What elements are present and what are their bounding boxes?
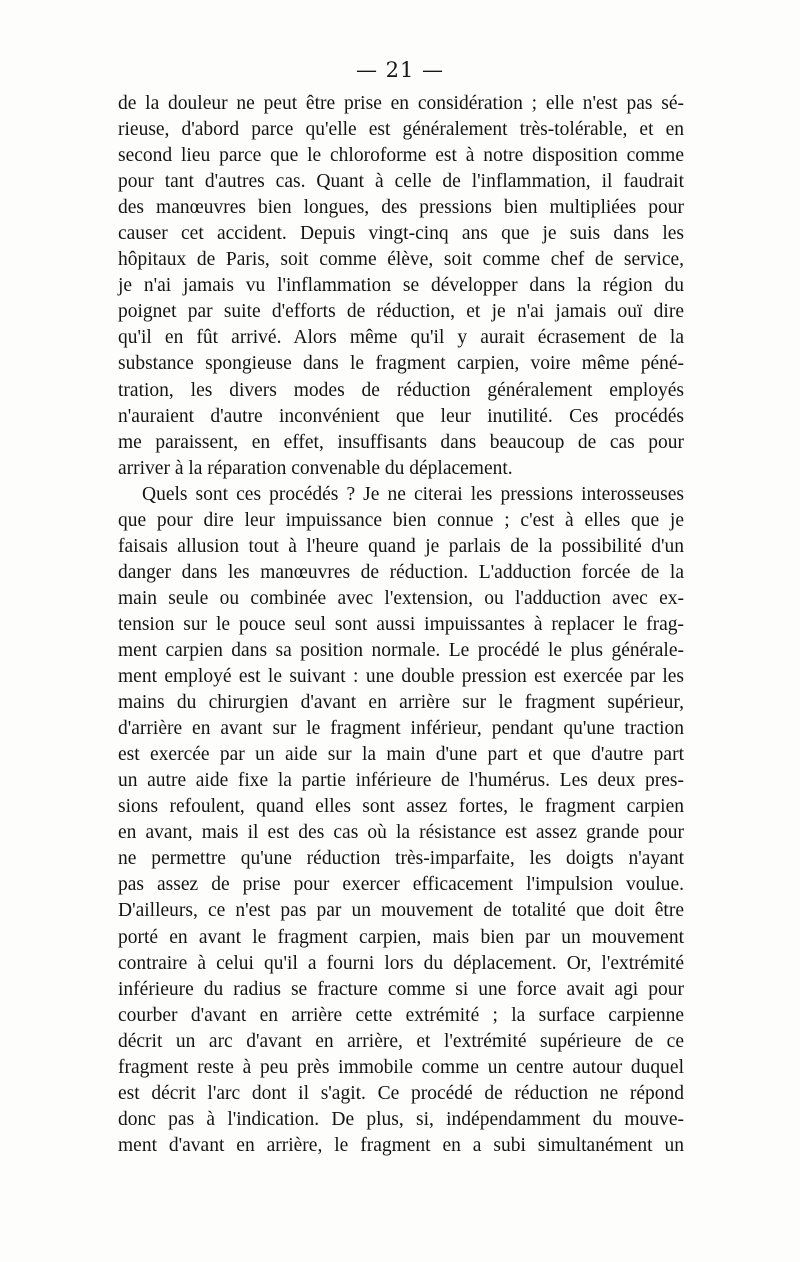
text-line: main seule ou combinée avec l'extension, ou l'adduction avec ex-: [118, 587, 684, 609]
text-line: second lieu parce que le chloroforme est à notre disposition comme: [118, 145, 684, 167]
body-text: [118, 91, 684, 1159]
text-line: tration, les divers modes de réduction généralement employés: [118, 379, 684, 401]
text-line: que pour dire leur impuissance bien connue ; c'est à elles que je: [118, 509, 684, 531]
text-line: pas assez de prise pour exercer efficacement l'impulsion voulue.: [118, 874, 684, 896]
text-line: hôpitaux de Paris, soit comme élève, soit comme chef de service,: [118, 249, 684, 271]
text-line: ment carpien dans sa position normale. Le procédé le plus générale-: [118, 639, 684, 661]
text-line: ment employé est le suivant : une double pression est exercée par les: [118, 666, 684, 688]
text-line: inférieure du radius se fracture comme si une force avait agi pour: [118, 978, 684, 1000]
text-line: sions refoulent, quand elles sont assez fortes, le fragment carpien: [118, 796, 684, 818]
text-line: Quels sont ces procédés ? Je ne citerai les pressions interosseuses: [142, 483, 684, 505]
text-line: est décrit l'arc dont il s'agit. Ce procédé de réduction ne répond: [118, 1082, 684, 1104]
text-line: décrit un arc d'avant en arrière, et l'extrémité supérieure de ce: [118, 1030, 684, 1052]
text-line: rieuse, d'abord parce qu'elle est généralement très-tolérable, et en: [118, 119, 684, 141]
text-line: je n'ai jamais vu l'inflammation se développer dans la région du: [118, 275, 684, 297]
text-line: n'auraient d'autre inconvénient que leur inutilité. Ces procédés: [118, 405, 684, 427]
text-line: pour tant d'autres cas. Quant à celle de l'inflammation, il faudrait: [118, 171, 684, 193]
text-line: de la douleur ne peut être prise en considération ; elle n'est pas sé-: [118, 93, 684, 114]
text-line: ment d'avant en arrière, le fragment en a subi simultanément un: [118, 1134, 684, 1156]
text-line: causer cet accident. Depuis vingt-cinq ans que je suis dans les: [118, 223, 684, 245]
text-line: fragment reste à peu près immobile comme un centre autour duquel: [118, 1056, 684, 1078]
text-line: me paraissent, en effet, insuffisants dans beaucoup de cas pour: [118, 431, 684, 453]
text-line: des manœuvres bien longues, des pressions bien multipliées pour: [118, 197, 684, 219]
text-line: est exercée par un aide sur la main d'une part et que d'autre part: [118, 744, 684, 766]
text-line: poignet par suite d'efforts de réduction, et je n'ai jamais ouï dire: [118, 301, 684, 323]
text-line: porté en avant le fragment carpien, mais bien par un mouvement: [118, 926, 684, 948]
text-line: donc pas à l'indication. De plus, si, indépendamment du mouve-: [118, 1108, 684, 1130]
text-line: tension sur le pouce seul sont aussi impuissantes à replacer le frag-: [118, 613, 684, 635]
text-line: arriver à la réparation convenable du déplacement.: [118, 457, 513, 479]
text-line: en avant, mais il est des cas où la résistance est assez grande pour: [118, 822, 684, 844]
text-line: qu'il en fût arrivé. Alors même qu'il y aurait écrasement de la: [118, 327, 684, 349]
text-line: mains du chirurgien d'avant en arrière sur le fragment supérieur,: [118, 692, 684, 714]
text-line: substance spongieuse dans le fragment carpien, voire même péné-: [118, 353, 684, 375]
text-line: faisais allusion tout à l'heure quand je parlais de la possibilité d'un: [118, 535, 684, 557]
text-line: courber d'avant en arrière cette extrémité ; la surface carpienne: [118, 1004, 684, 1026]
page-number: — 21 —: [355, 58, 445, 82]
text-line: ne permettre qu'une réduction très-imparfaite, les doigts n'ayant: [118, 848, 684, 870]
text-line: un autre aide fixe la partie inférieure de l'humérus. Les deux pres-: [118, 770, 684, 792]
text-line: D'ailleurs, ce n'est pas par un mouvement de totalité que doit être: [118, 900, 684, 922]
text-line: contraire à celui qu'il a fourni lors du déplacement. Or, l'extrémité: [118, 952, 684, 974]
text-line: d'arrière en avant sur le fragment inférieur, pendant qu'une traction: [118, 718, 684, 740]
text-line: danger dans les manœuvres de réduction. L'adduction forcée de la: [118, 561, 684, 583]
